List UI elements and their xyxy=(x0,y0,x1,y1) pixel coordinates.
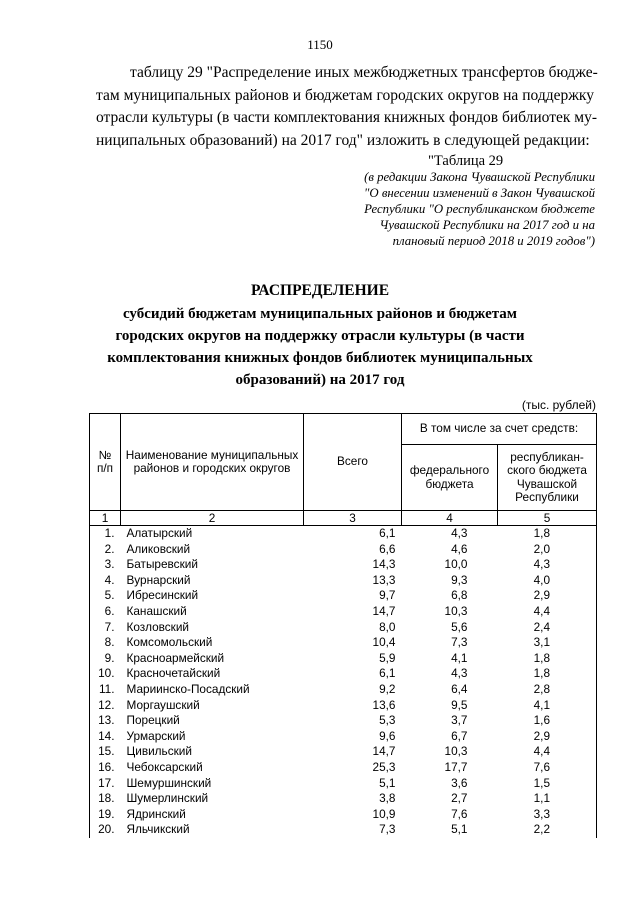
total-value: 6,1 xyxy=(379,666,396,681)
district-name: Мариинско-Посадский xyxy=(126,681,250,696)
district-name: Урмарский xyxy=(126,728,186,743)
row-number: 2. xyxy=(90,542,121,558)
total-value: 14,7 xyxy=(372,744,396,759)
intro-line: отрасли культуры (в части комплектования книжных фондов библиотек му- xyxy=(96,109,597,126)
header-including: В том числе за счет средств: xyxy=(402,414,597,445)
republic-value: 2,9 xyxy=(498,729,597,745)
federal-value: 6,7 xyxy=(451,728,468,743)
document-title: РАСПРЕДЕЛЕНИЕ xyxy=(250,282,390,299)
edition-line: (в редакции Закона Чувашской Республики xyxy=(364,170,595,184)
republic-value: 7,6 xyxy=(498,760,597,776)
edition-line: Республики "О республиканском бюджете xyxy=(364,202,595,216)
header-total: Всего xyxy=(304,414,402,511)
republic-value: 1,6 xyxy=(498,713,597,729)
federal-value: 4,1 xyxy=(451,650,468,665)
row-number: 6. xyxy=(90,604,121,620)
federal-value: 17,7 xyxy=(444,759,468,774)
column-index: 1 xyxy=(90,511,121,526)
district-name: Батыревский xyxy=(126,557,198,572)
subsidy-table xyxy=(89,413,597,838)
table-caption: "Таблица 29 xyxy=(428,153,504,169)
row-number: 17. xyxy=(90,776,121,792)
total-value: 10,4 xyxy=(372,635,396,650)
district-name: Козловский xyxy=(126,619,190,634)
table-row xyxy=(90,682,597,698)
republic-value: 2,8 xyxy=(498,682,597,698)
total-value: 14,3 xyxy=(372,557,396,572)
subtitle-line: субсидий бюджетам муниципальных районов и бюджетам xyxy=(122,306,518,322)
header-number: № п/п xyxy=(90,414,121,511)
federal-value: 10,3 xyxy=(444,744,468,759)
subtitle-line: комплектования книжных фондов библиотек муниципальных xyxy=(107,350,533,366)
republic-value: 3,1 xyxy=(498,635,597,651)
district-name: Вурнарский xyxy=(126,572,191,587)
edition-line: "О внесении изменений в Закон Чувашской xyxy=(364,186,595,200)
republic-value: 1,8 xyxy=(498,666,597,682)
row-number: 12. xyxy=(90,698,121,714)
page-number: 1150 xyxy=(307,37,333,52)
federal-value: 10,0 xyxy=(444,557,468,572)
table-row xyxy=(90,526,597,542)
row-number: 5. xyxy=(90,588,121,604)
edition-note xyxy=(325,169,595,249)
district-name: Ядринский xyxy=(126,806,186,821)
federal-value: 4,3 xyxy=(451,526,468,540)
intro-paragraph xyxy=(96,62,598,152)
intro-line: таблицу 29 "Распределение иных межбюджетных трансфертов бюдже- xyxy=(130,64,598,81)
column-index: 5 xyxy=(498,511,597,526)
total-value: 14,7 xyxy=(372,603,396,618)
table-row xyxy=(90,729,597,745)
row-number: 20. xyxy=(90,822,121,838)
table-row xyxy=(90,713,597,729)
total-value: 5,9 xyxy=(379,650,396,665)
total-value: 10,9 xyxy=(372,806,396,821)
total-value: 6,1 xyxy=(379,526,396,540)
row-number: 8. xyxy=(90,635,121,651)
column-index: 4 xyxy=(402,511,498,526)
total-value: 9,2 xyxy=(379,681,396,696)
row-number: 9. xyxy=(90,651,121,667)
total-value: 5,3 xyxy=(379,713,396,728)
republic-value: 2,9 xyxy=(498,588,597,604)
row-number: 14. xyxy=(90,729,121,745)
total-value: 9,7 xyxy=(379,588,396,603)
total-value: 7,3 xyxy=(379,822,396,837)
total-value: 6,6 xyxy=(379,541,396,556)
federal-value: 4,6 xyxy=(451,541,468,556)
federal-value: 3,6 xyxy=(451,775,468,790)
subtitle-line: городских округов на поддержку отрасли культуры (в части xyxy=(115,328,525,344)
republic-value: 3,3 xyxy=(498,807,597,823)
federal-value: 4,3 xyxy=(451,666,468,681)
table-row xyxy=(90,635,597,651)
table-row xyxy=(90,666,597,682)
edition-line: Чувашской Республики на 2017 год и на xyxy=(379,218,595,232)
republic-value: 4,0 xyxy=(498,573,597,589)
table-row xyxy=(90,651,597,667)
republic-value: 2,0 xyxy=(498,542,597,558)
republic-value: 2,2 xyxy=(498,822,597,838)
republic-value: 1,8 xyxy=(498,526,597,542)
table-row xyxy=(90,760,597,776)
table-row xyxy=(90,588,597,604)
republic-value: 1,5 xyxy=(498,776,597,792)
intro-line: там муниципальных районов и бюджетам городских округов на поддержку xyxy=(96,86,594,104)
total-value: 5,1 xyxy=(379,775,396,790)
row-number: 3. xyxy=(90,557,121,573)
district-name: Шемуршинский xyxy=(126,775,212,790)
republic-value: 4,1 xyxy=(498,698,597,714)
table-row xyxy=(90,744,597,760)
republic-value: 4,4 xyxy=(498,744,597,760)
row-number: 19. xyxy=(90,807,121,823)
header-name: Наименование муниципальных районов и городских округов xyxy=(121,414,304,511)
total-value: 9,6 xyxy=(379,728,396,743)
federal-value: 6,4 xyxy=(451,681,468,696)
intro-line: ниципальных образований) на 2017 год" изложить в следующей редакции: xyxy=(96,131,590,149)
federal-value: 2,7 xyxy=(451,791,468,806)
table-row xyxy=(90,542,597,558)
federal-value: 3,7 xyxy=(451,713,468,728)
total-value: 25,3 xyxy=(372,759,396,774)
district-name: Шумерлинский xyxy=(126,791,209,806)
republic-value: 1,8 xyxy=(498,651,597,667)
district-name: Канашский xyxy=(126,603,187,618)
total-value: 8,0 xyxy=(379,619,396,634)
republic-value: 2,4 xyxy=(498,620,597,636)
subtitle-line: образований) на 2017 год xyxy=(235,372,405,388)
federal-value: 6,8 xyxy=(451,588,468,603)
district-name: Яльчикский xyxy=(126,822,190,837)
table-row xyxy=(90,573,597,589)
table-body xyxy=(90,526,597,838)
row-number: 4. xyxy=(90,573,121,589)
federal-value: 9,3 xyxy=(451,572,468,587)
column-index: 3 xyxy=(304,511,402,526)
table-row xyxy=(90,698,597,714)
row-number: 1. xyxy=(90,526,121,542)
district-name: Красноармейский xyxy=(126,650,225,665)
column-index: 2 xyxy=(121,511,304,526)
federal-value: 5,1 xyxy=(451,822,468,837)
federal-value: 7,6 xyxy=(451,806,468,821)
republic-value: 4,4 xyxy=(498,604,597,620)
table-row xyxy=(90,620,597,636)
district-name: Алатырский xyxy=(126,526,193,540)
district-name: Красночетайский xyxy=(126,666,221,681)
federal-value: 5,6 xyxy=(451,619,468,634)
header-federal: федерального бюджета xyxy=(402,445,498,511)
district-name: Чебоксарский xyxy=(126,759,203,774)
table-row xyxy=(90,807,597,823)
district-name: Ибресинский xyxy=(126,588,199,603)
table-row xyxy=(90,776,597,792)
federal-value: 10,3 xyxy=(444,603,468,618)
edition-line: плановый период 2018 и 2019 годов") xyxy=(392,234,595,248)
republic-value: 4,3 xyxy=(498,557,597,573)
district-name: Цивильский xyxy=(126,744,192,759)
row-number: 7. xyxy=(90,620,121,636)
table-row xyxy=(90,604,597,620)
total-value: 13,3 xyxy=(372,572,396,587)
header-republic: республикан-ского бюджета Чувашской Республики xyxy=(498,445,597,511)
row-number: 10. xyxy=(90,666,121,682)
district-name: Комсомольский xyxy=(126,635,213,650)
row-number: 11. xyxy=(90,682,121,698)
district-name: Моргаушский xyxy=(126,697,200,712)
document-subtitle xyxy=(100,303,540,391)
republic-value: 1,1 xyxy=(498,791,597,807)
row-number: 16. xyxy=(90,760,121,776)
table-row xyxy=(90,557,597,573)
table-row xyxy=(90,822,597,838)
row-number: 15. xyxy=(90,744,121,760)
table-row xyxy=(90,791,597,807)
total-value: 13,6 xyxy=(372,697,396,712)
district-name: Порецкий xyxy=(126,713,180,728)
district-name: Аликовский xyxy=(126,541,191,556)
row-number: 18. xyxy=(90,791,121,807)
total-value: 3,8 xyxy=(379,791,396,806)
federal-value: 9,5 xyxy=(451,697,468,712)
row-number: 13. xyxy=(90,713,121,729)
federal-value: 7,3 xyxy=(451,635,468,650)
units-label: (тыс. рублей) xyxy=(521,398,596,412)
